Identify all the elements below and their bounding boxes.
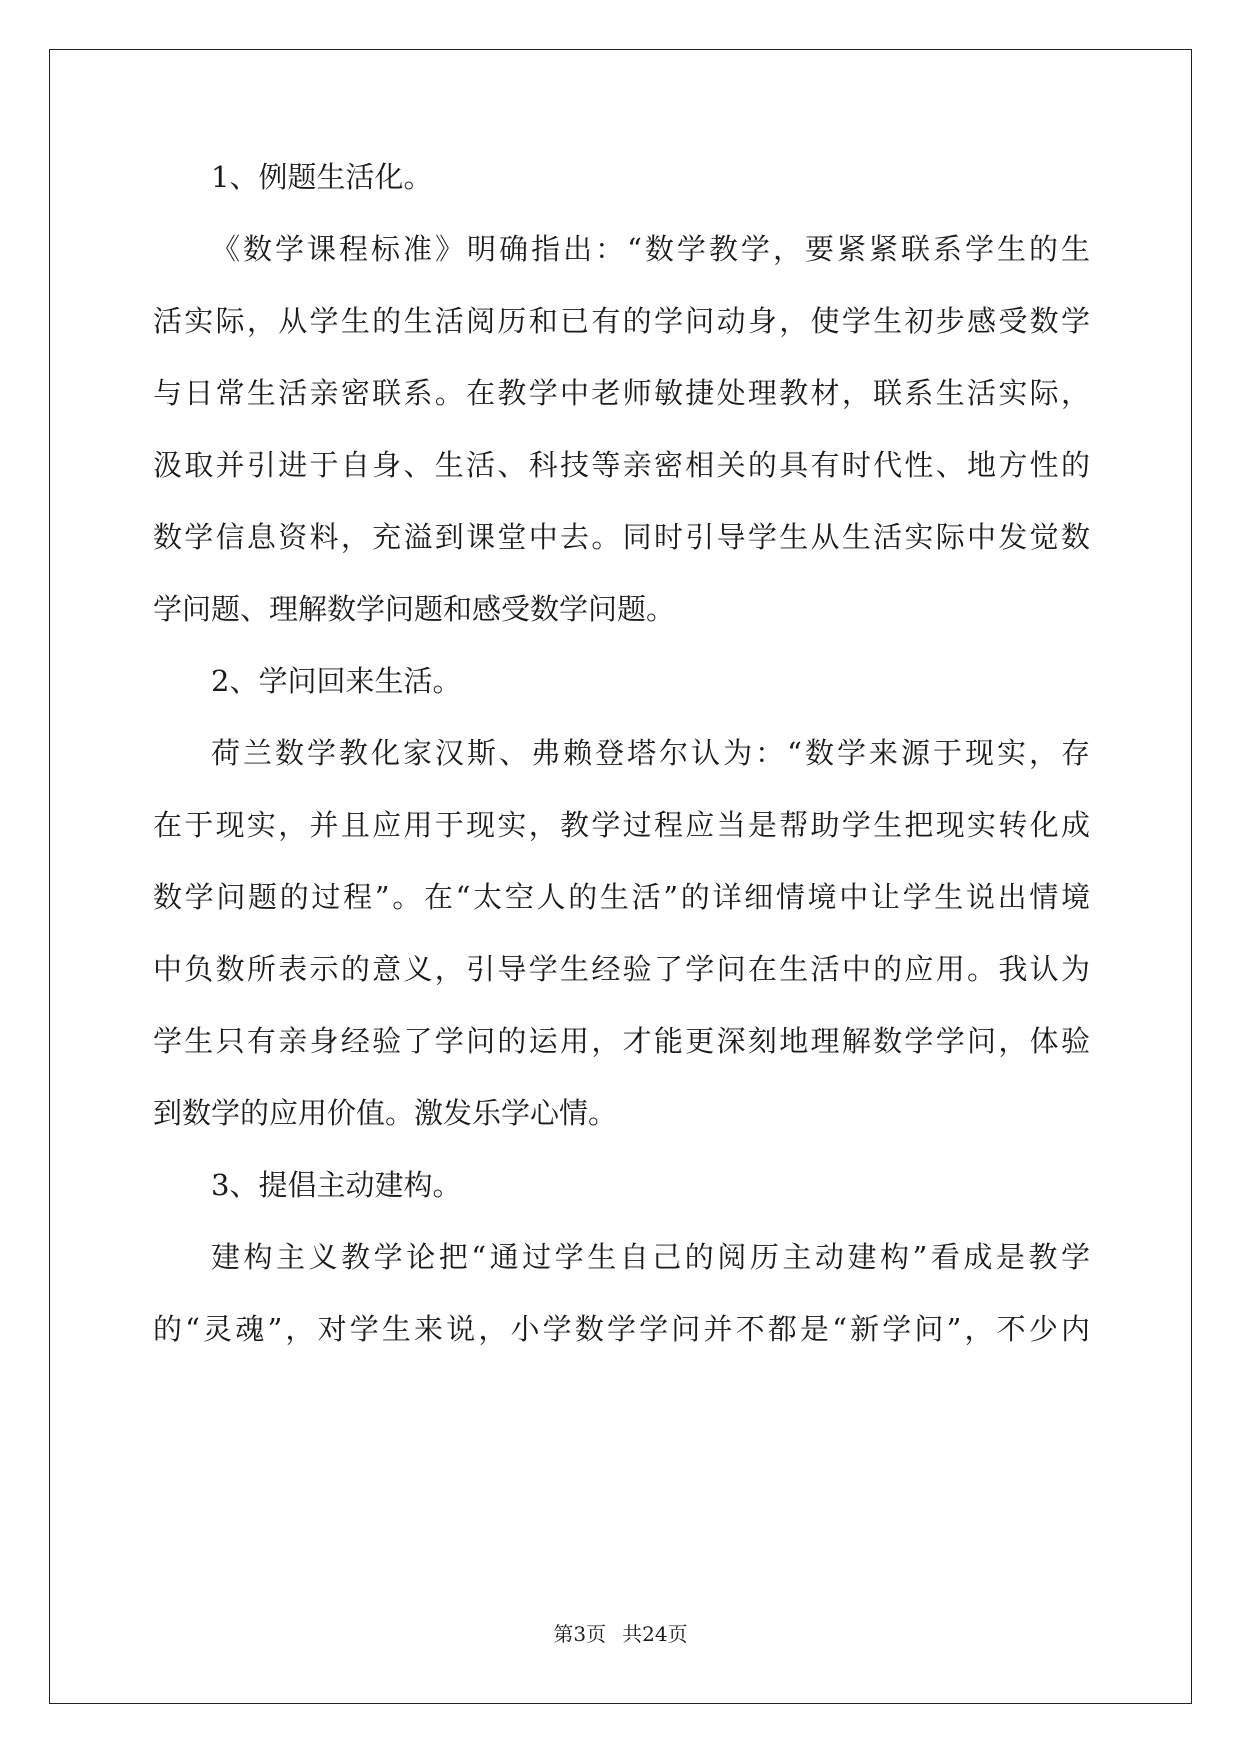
paragraph-line: 在于现实，并且应用于现实，教学过程应当是帮助学生把现实转化成 [153,808,1090,842]
paragraph-line: 汲取并引进于自身、生活、科技等亲密相关的具有时代性、地方性的 [153,448,1090,482]
paragraph-line: 与日常生活亲密联系。在教学中老师敏捷处理教材，联系生活实际， [153,376,1090,410]
paragraph-line: 到数学的应用价值。激发乐学心情。 [153,1096,618,1130]
paragraph-line: 学问题、理解数学问题和感受数学问题。 [153,592,676,626]
paragraph-line: 的“灵魂”，对学生来说，小学数学学问并不都是“新学问”，不少内 [153,1312,1090,1346]
heading-1: 1、例题生活化。 [211,160,433,194]
heading-2: 2、学问回来生活。 [211,664,462,698]
paragraph-line: 活实际，从学生的生活阅历和已有的学问动身，使学生初步感受数学 [153,304,1090,338]
paragraph-line: 荷兰数学教化家汉斯、弗赖登塔尔认为：“数学来源于现实，存 [211,736,1090,770]
page-total: 共24页 [622,1622,688,1646]
page-number: 第3页 [553,1622,607,1646]
paragraph-line: 建构主义教学论把“通过学生自己的阅历主动建构”看成是教学 [211,1240,1090,1274]
paragraph-line: 学生只有亲身经验了学问的运用，才能更深刻地理解数学学问，体验 [153,1024,1090,1058]
paragraph-line: 数学问题的过程”。在“太空人的生活”的详细情境中让学生说出情境 [153,880,1090,914]
paragraph-line: 《数学课程标准》明确指出：“数学教学，要紧紧联系学生的生 [211,232,1090,266]
paragraph-line: 中负数所表示的意义，引导学生经验了学问在生活中的应用。我认为 [153,952,1090,986]
paragraph-line: 数学信息资料，充溢到课堂中去。同时引导学生从生活实际中发觉数 [153,520,1090,554]
page-footer [0,1620,1241,1648]
heading-3: 3、提倡主动建构。 [211,1168,462,1202]
